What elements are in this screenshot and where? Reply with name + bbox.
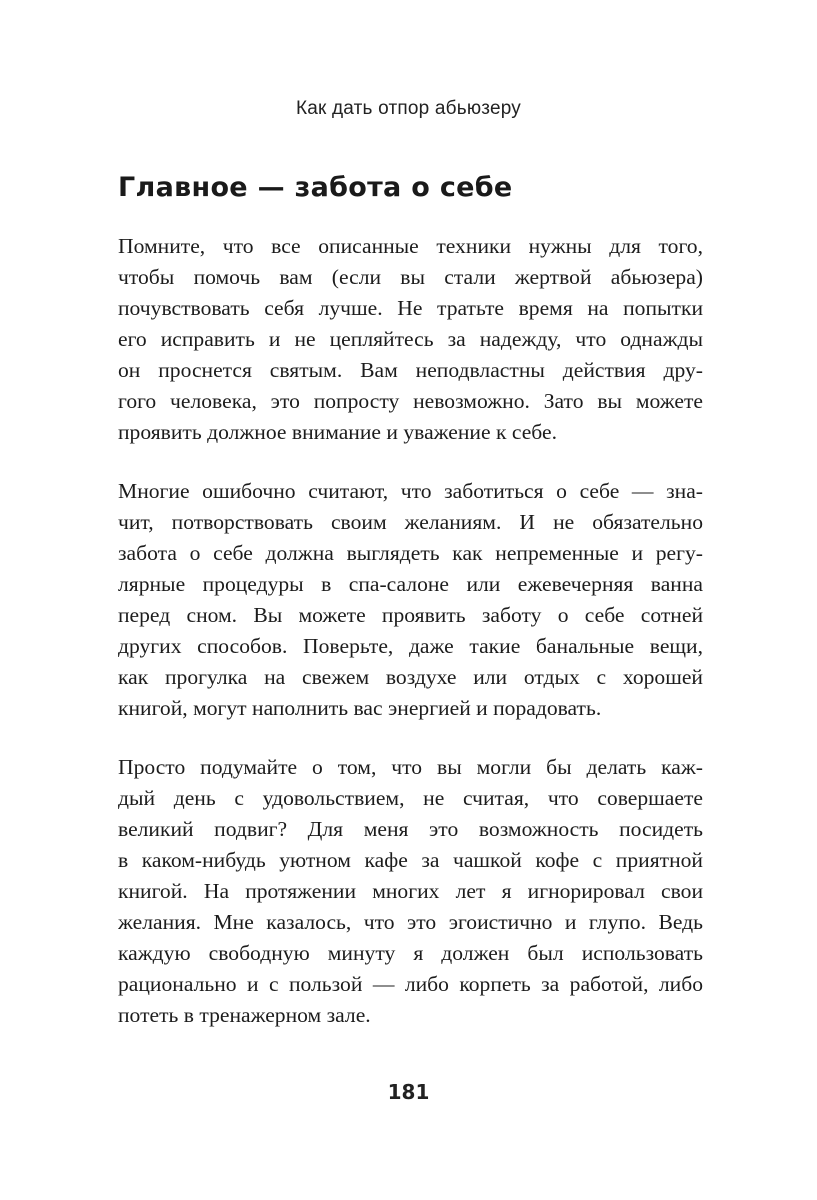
text-line: рационально и с пользой — либо корпеть за работой, либо xyxy=(118,972,703,996)
text-line: проявить должное внимание и уважение к себе. xyxy=(118,420,557,444)
paragraph-2 xyxy=(118,476,703,724)
text-line: гого человека, это попросту невозможно. Зато вы можете xyxy=(118,389,703,413)
text-line: лярные процедуры в спа-салоне или ежевечерняя ванна xyxy=(118,572,703,596)
running-head: Как дать отпор абьюзеру xyxy=(295,98,521,119)
text-line: он проснется святым. Вам неподвластны действия дру- xyxy=(118,358,703,382)
text-line: как прогулка на свежем воздухе или отдых с хорошей xyxy=(118,665,703,689)
text-line: Помните, что все описанные техники нужны для того, xyxy=(118,234,703,258)
text-line: в каком-нибудь уютном кафе за чашкой кофе с приятной xyxy=(118,848,703,872)
text-line: перед сном. Вы можете проявить заботу о себе сотней xyxy=(118,603,703,627)
text-line: книгой. На протяжении многих лет я игнорировал свои xyxy=(118,879,703,903)
paragraph-1 xyxy=(118,231,703,448)
text-line: забота о себе должна выглядеть как непременные и регу- xyxy=(118,541,703,565)
text-line: Просто подумайте о том, что вы могли бы делать каж- xyxy=(118,755,703,779)
text-line: чит, потворствовать своим желаниям. И не обязательно xyxy=(118,510,703,534)
chapter-title: Главное — забота о себе xyxy=(118,172,513,203)
text-line: каждую свободную минуту я должен был использовать xyxy=(118,941,703,965)
text-line: желания. Мне казалось, что это эгоистично и глупо. Ведь xyxy=(118,910,703,934)
text-line: других способов. Поверьте, даже такие банальные вещи, xyxy=(118,634,703,658)
body-text xyxy=(118,231,703,1059)
text-line: книгой, могут наполнить вас энергией и порадовать. xyxy=(118,696,602,720)
text-line: почувствовать себя лучше. Не тратьте время на попытки xyxy=(118,296,703,320)
page-number: 181 xyxy=(387,1080,430,1104)
text-line: великий подвиг? Для меня это возможность посидеть xyxy=(118,817,703,841)
text-line: Многие ошибочно считают, что заботиться о себе — зна- xyxy=(118,479,703,503)
text-line: чтобы помочь вам (если вы стали жертвой абьюзера) xyxy=(118,265,703,289)
text-line: дый день с удовольствием, не считая, что совершаете xyxy=(118,786,703,810)
paragraph-3 xyxy=(118,752,703,1031)
text-line: его исправить и не цепляйтесь за надежду, что однажды xyxy=(118,327,703,351)
text-line: потеть в тренажерном зале. xyxy=(118,1003,371,1027)
